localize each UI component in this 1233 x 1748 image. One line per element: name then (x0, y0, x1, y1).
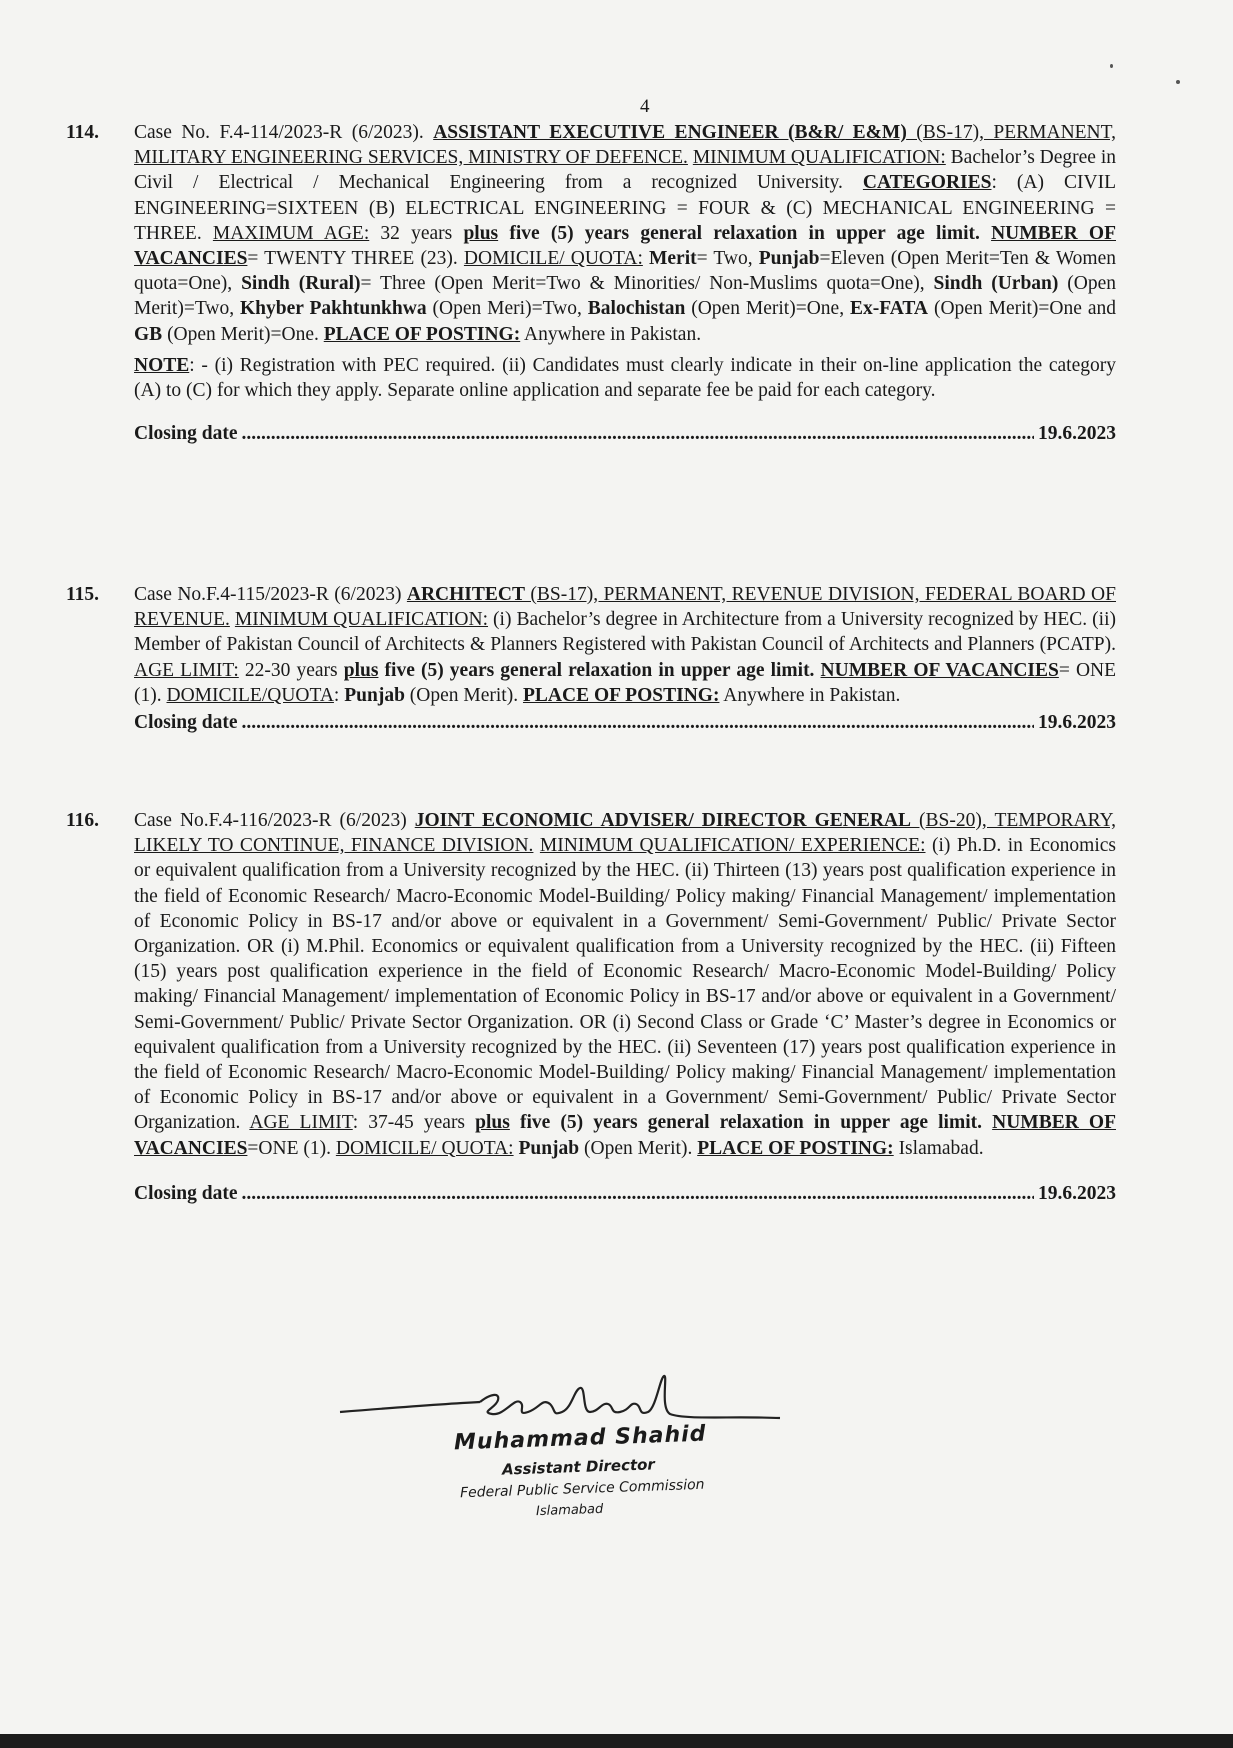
quota-punjab: Punjab (518, 1137, 580, 1159)
quota-punjab: Punjab (758, 248, 820, 270)
relaxation-text: five (5) years general relaxation in upper age limit. (378, 659, 815, 681)
quota-balochistan-value: (Open Merit)=One, (685, 298, 851, 320)
quota-sindh-rural-value: = Three (Open Merit=Two & Minorities/ Non-Muslims quota=One), (360, 273, 934, 295)
case-body (134, 120, 1116, 446)
case-description (134, 120, 1116, 347)
closing-date-line (134, 421, 1116, 446)
note-text: : - (i) Registration with PEC required. (ii) Candidates must clearly indicate in their on-line application the category (A) to (C) for which they apply. Separate online application and separate fee be paid for each category. (134, 354, 1116, 402)
domicile-label: DOMICILE/QUOTA (166, 684, 334, 706)
closing-label: Closing date (134, 423, 238, 445)
case-number: 116. (66, 810, 100, 831)
qualification-label: MINIMUM QUALIFICATION: (692, 147, 946, 169)
scan-speck (1176, 80, 1180, 84)
signatory-organization: Federal Public Service Commission (459, 1476, 705, 1502)
quota-gb-value: (Open Merit)=One. (162, 323, 324, 345)
age-text: : 37-45 years (352, 1112, 476, 1134)
case-body (134, 582, 1116, 735)
place-label: PLACE OF POSTING: (697, 1137, 894, 1159)
signatory-name: Muhammad Shahid (453, 1421, 707, 1456)
categories-label: CATEGORIES (862, 172, 992, 194)
vacancies-label: NUMBER OF VACANCIES (134, 1112, 1116, 1159)
place-text: Anywhere in Pakistan. (719, 684, 901, 706)
note (134, 353, 1116, 403)
quota-punjab: Punjab (344, 684, 405, 706)
vacancies-text: = ONE (1). (134, 659, 1117, 706)
vacancies-text: = TWENTY THREE (23). (247, 248, 464, 270)
closing-label: Closing date (134, 712, 238, 734)
age-text: 22-30 years (238, 659, 344, 681)
signatory-city: Islamabad (535, 1501, 604, 1520)
case-reference: Case No.F.4-115/2023-R (6/2023) (134, 584, 407, 605)
case-114 (66, 120, 1116, 446)
post-title: ARCHITECT (406, 584, 525, 605)
closing-value: 19.6.2023 (1038, 1182, 1116, 1204)
relaxation-text: five (5) years general relaxation in upper age limit. (509, 1112, 982, 1134)
note-label: NOTE (134, 354, 190, 376)
post-title: ASSISTANT EXECUTIVE ENGINEER (B&R/ E&M) (433, 122, 907, 143)
case-description (134, 808, 1116, 1161)
case-reference: Case No. F.4-114/2023-R (6/2023). (134, 122, 434, 143)
case-number: 114. (66, 122, 100, 143)
case-115 (66, 582, 1116, 735)
domicile-separator: : (333, 684, 345, 706)
quota-sindh-urban: Sindh (Urban) (933, 273, 1059, 295)
vacancies-label: NUMBER OF VACANCIES (820, 659, 1059, 681)
quota-merit: Merit (648, 248, 697, 270)
closing-value: 19.6.2023 (1038, 712, 1116, 734)
quota-balochistan: Balochistan (587, 298, 686, 320)
case-body (134, 808, 1116, 1206)
signatory-title: Assistant Director (501, 1455, 656, 1479)
case-number: 115. (66, 584, 100, 605)
closing-date-line (134, 710, 1116, 735)
quota-punjab-value: =Eleven (Open Merit=Ten & Women quota=One), (134, 248, 1117, 295)
post-details: (BS-20), TEMPORARY, LIKELY TO CONTINUE, FINANCE DIVISION. (134, 810, 1116, 857)
place-label: PLACE OF POSTING: (323, 323, 521, 345)
qualification-text: (i) Bachelor’s degree in Architecture from a University recognized by HEC. (ii) Member of Pakistan Council of Architects & Planners Registered with Pakistan Council of Architects and Planners (PCATP). (134, 609, 1117, 656)
scan-speck (1110, 64, 1113, 68)
vacancies-text: =ONE (1). (247, 1137, 336, 1159)
case-reference: Case No.F.4-116/2023-R (6/2023) (134, 810, 415, 831)
leader-dots (241, 421, 1034, 446)
leader-dots (241, 1181, 1034, 1206)
scan-edge (0, 1734, 1233, 1748)
case-116 (66, 808, 1116, 1206)
post-title: JOINT ECONOMIC ADVISER/ DIRECTOR GENERAL (414, 810, 912, 831)
quota-kp-value: (Open Meri)=Two, (426, 298, 588, 320)
closing-label: Closing date (134, 1182, 238, 1204)
age-label: MAXIMUM AGE: (212, 222, 370, 244)
quota-punjab-value: (Open Merit). (404, 684, 523, 706)
closing-value: 19.6.2023 (1038, 423, 1116, 445)
relaxation-text: five (5) years general relaxation in upper age limit. (498, 222, 980, 244)
qualification-label: MINIMUM QUALIFICATION/ EXPERIENCE: (539, 835, 926, 857)
qualification-text: Bachelor’s Degree in Civil / Electrical / Mechanical Engineering from a recognized University. (134, 147, 1117, 194)
page-number: 4 (640, 96, 650, 117)
plus-word: plus (475, 1112, 510, 1134)
post-details: (BS-17), PERMANENT, MILITARY ENGINEERING SERVICES, MINISTRY OF DEFENCE. (134, 122, 1116, 169)
plus-word: plus (463, 222, 499, 244)
quota-fata-value: (Open Merit)=One and (928, 298, 1117, 320)
domicile-label: DOMICILE/ QUOTA: (335, 1137, 514, 1159)
place-text: Anywhere in Pakistan. (520, 323, 702, 345)
quota-kp: Khyber Pakhtunkhwa (240, 298, 427, 320)
leader-dots (241, 710, 1034, 735)
quota-sindh-rural: Sindh (Rural) (241, 273, 361, 295)
quota-sindh-urban-value: (Open Merit)=Two, (134, 273, 1117, 320)
place-text: Islamabad. (893, 1137, 984, 1159)
categories-text: : (A) CIVIL ENGINEERING=SIXTEEN (B) ELECTRICAL ENGINEERING = FOUR & (C) MECHANICAL ENGINEERING = THREE. (134, 172, 1116, 244)
age-text: 32 years (369, 222, 464, 244)
quota-gb: GB (134, 323, 163, 345)
closing-date-line (134, 1181, 1116, 1206)
place-label: PLACE OF POSTING: (522, 684, 720, 706)
age-label: AGE LIMIT: (134, 659, 239, 681)
plus-word: plus (343, 659, 379, 681)
qualification-text: (i) Ph.D. in Economics or equivalent qualification from a University recognized by the HEC. (ii) Thirteen (13) years post qualification experience in the field of Economic Research/ Macro-Economic Model-Building/ Policy making/ Financial Management/ implementation of Economic Policy in BS-17 and/or above or equivalent in a Government/ Semi-Government/ Public/ Private Sector Organization. OR (i) M.Phil. Economics or equivalent qualification from a University recognized by the HEC. (ii) Fifteen (15) years post qualification experience in the field of Economic Research/ Macro-Economic Model-Building/ Policy making/ Financial Management/ implementation of Economic Policy in BS-17 and/or above or equivalent in a Government/ Semi-Government/ Public/ Private Sector Organization. OR (i) Second Class or Grade ‘C’ Master’s degree in Economics or equivalent qualification from a University recognized by the HEC. (ii) Seventeen (17) years post qualification experience in the field of Economic Research/ Macro-Economic Model-Building/ Policy making/ Financial Management/ implementation of Economic Policy in BS-17 and/or above or equivalent in a Government/ Semi-Government/ Public/ Private Sector Organization. (134, 835, 1117, 1134)
quota-punjab-value: (Open Merit). (579, 1137, 698, 1159)
qualification-label: MINIMUM QUALIFICATION: (234, 609, 489, 631)
vacancies-label: NUMBER OF VACANCIES (134, 222, 1116, 270)
age-label: AGE LIMIT (249, 1112, 353, 1134)
domicile-label: DOMICILE/ QUOTA: (463, 248, 643, 270)
post-details: (BS-17), PERMANENT, REVENUE DIVISION, FEDERAL BOARD OF REVENUE. (134, 584, 1116, 631)
case-description (134, 582, 1116, 708)
quota-merit-value: = Two, (696, 248, 759, 270)
signature-block (330, 1368, 850, 1548)
quota-fata: Ex-FATA (850, 298, 929, 320)
